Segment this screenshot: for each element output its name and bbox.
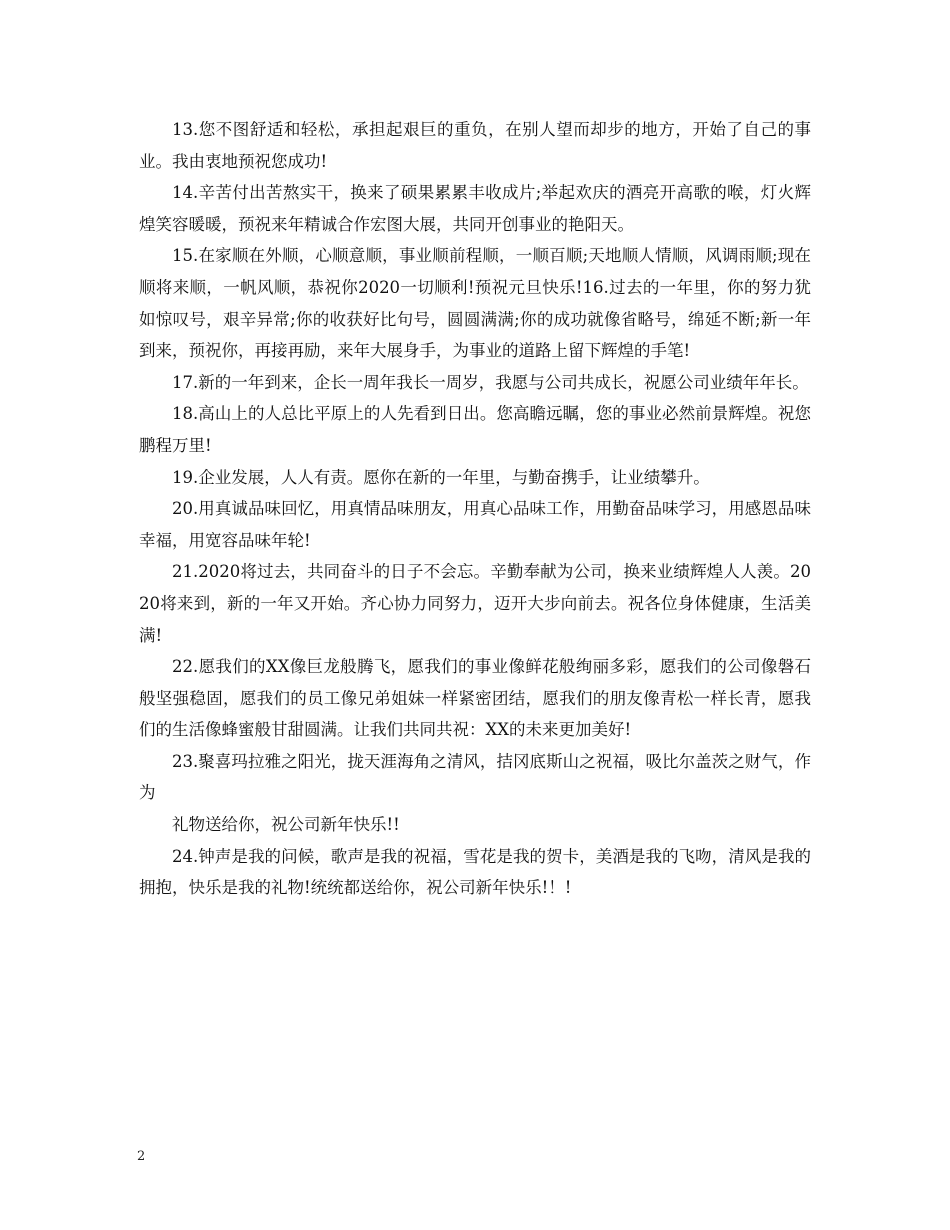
paragraph-23: 23.聚喜玛拉雅之阳光，拢天涯海角之清风，拮冈底斯山之祝福，吸比尔盖茨之财气，作为 (139, 751, 811, 803)
paragraph-24: 24.钟声是我的问候，歌声是我的祝福，雪花是我的贺卡，美酒是我的飞吻，清风是我的拥抱，快乐是我的礼物!统统都送给你，祝公司新年快乐!！! (139, 846, 811, 898)
paragraph-23-continuation: 礼物送给你，祝公司新年快乐!! (172, 815, 400, 835)
paragraph-19: 19.企业发展，人人有责。愿你在新的一年里，与勤奋携手，让业绩攀升。 (172, 467, 710, 487)
paragraph-20: 20.用真诚品味回忆，用真情品味朋友，用真心品味工作，用勤奋品味学习，用感恩品味幸福，用宽容品味年轮! (139, 499, 811, 550)
paragraph-18: 18.高山上的人总比平原上的人先看到日出。您高瞻远瞩，您的事业必然前景辉煌。祝您鹏程万里! (139, 404, 811, 455)
paragraph-13: 13.您不图舒适和轻松，承担起艰巨的重负，在别人望而却步的地方，开始了自己的事业。我由衷地预祝您成功! (139, 120, 811, 171)
document-body (139, 114, 811, 904)
page-number: 2 (137, 1149, 146, 1164)
paragraph-21: 21.2020将过去，共同奋斗的日子不会忘。辛勤奉献为公司，换来业绩辉煌人人羡。2020将来到，新的一年又开始。齐心协力同努力，迈开大步向前去。祝各位身体健康，生活美满! (139, 562, 811, 645)
paragraph-14: 14.辛苦付出苦熬实干，换来了硕果累累丰收成片;举起欢庆的酒亮开高歌的喉，灯火辉煌笑容暖暖，预祝来年精诚合作宏图大展，共同开创事业的艳阳天。 (139, 183, 811, 234)
paragraph-22: 22.愿我们的XX像巨龙般腾飞，愿我们的事业像鲜花般绚丽多彩，愿我们的公司像磐石般坚强稳固，愿我们的员工像兄弟姐妹一样紧密团结，愿我们的朋友像青松一样长青，愿我们的生活像蜂蜜般甘甜圆满。让我们共同共祝：XX的未来更加美好! (139, 657, 811, 740)
paragraph-15-16: 15.在家顺在外顺，心顺意顺，事业顺前程顺，一顺百顺;天地顺人情顺，风调雨顺;现在顺将来顺，一帆风顺，恭祝你2020一切顺利!预祝元旦快乐!16.过去的一年里，你的努力犹如惊叹号，艰辛异常;你的收获好比句号，圆圆满满;你的成功就像省略号，绵延不断;新一年到来，预祝你，再接再励，来年大展身手，为事业的道路上留下辉煌的手笔! (139, 246, 811, 361)
paragraph-17: 17.新的一年到来，企长一周年我长一周岁，我愿与公司共成长，祝愿公司业绩年年长。 (172, 372, 809, 392)
